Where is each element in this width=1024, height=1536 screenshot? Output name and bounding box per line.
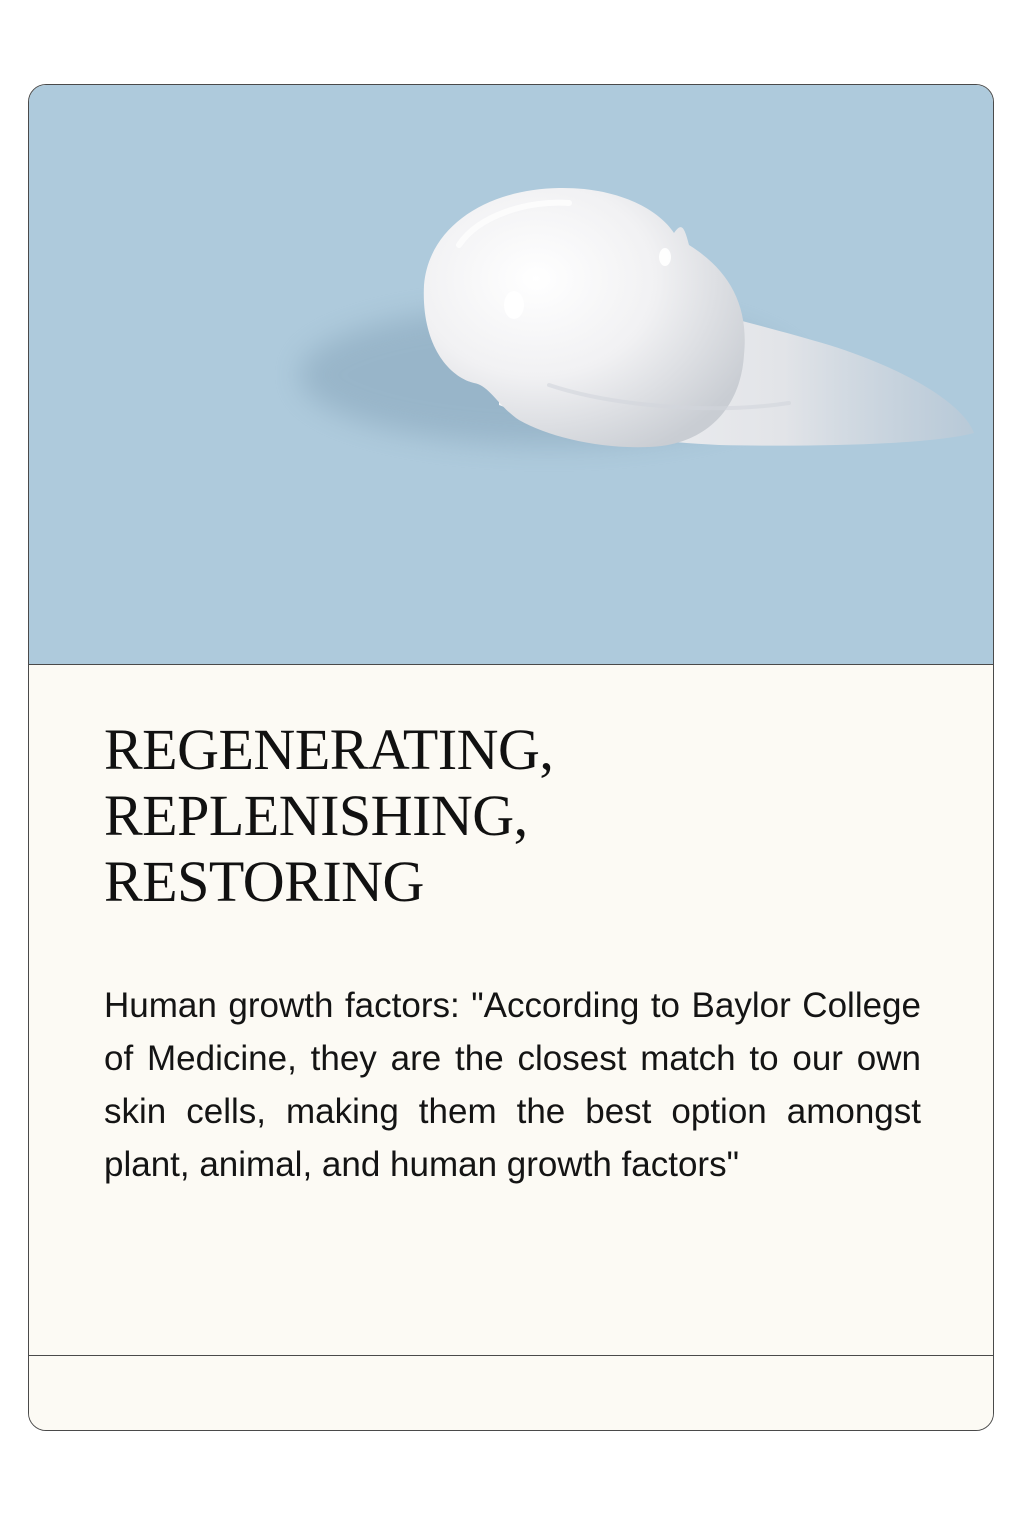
feature-card [28, 84, 994, 1431]
cream-swatch-image [29, 85, 993, 665]
feature-description: Human growth factors: "According to Baylor College of Medicine, they are the closest match to our own skin cells, making them the best option amongst plant, animal, and human growth factors" [104, 986, 921, 1184]
card-footer-strip [29, 1355, 993, 1431]
heading-line: REGENERATING, [104, 717, 554, 782]
heading-line: REPLENISHING, [104, 783, 528, 848]
heading-line: RESTORING [104, 849, 424, 914]
feature-heading [104, 717, 904, 915]
content-panel [29, 665, 993, 1355]
hero-image-panel [29, 85, 993, 665]
